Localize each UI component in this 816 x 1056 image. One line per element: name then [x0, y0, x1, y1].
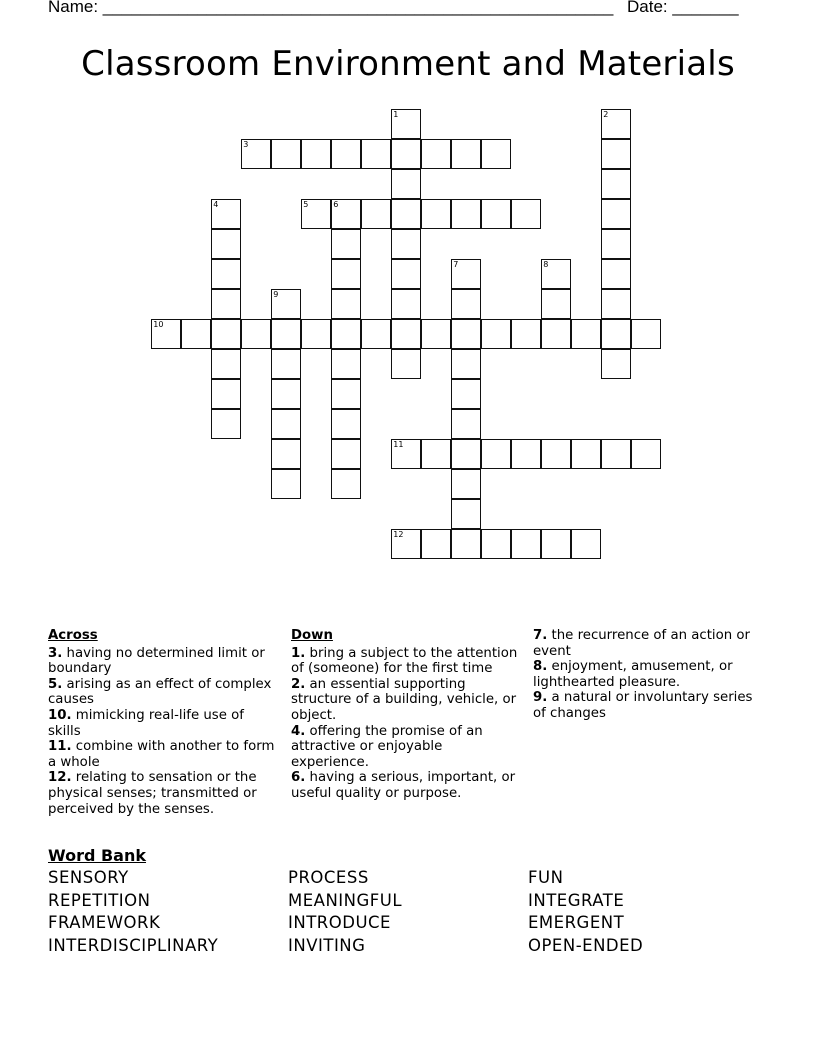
clue-number: 8.	[533, 659, 548, 675]
clue-item	[291, 677, 523, 724]
clue-item	[48, 739, 280, 770]
grid-cell[interactable]	[391, 229, 421, 259]
grid-cell[interactable]	[361, 199, 391, 229]
clue-number: 10.	[48, 707, 72, 723]
clue-number: 4.	[291, 723, 306, 739]
grid-cell[interactable]	[331, 439, 361, 469]
grid-cell[interactable]	[331, 259, 361, 289]
name-label: Name:	[48, 0, 103, 16]
grid-cell[interactable]	[211, 409, 241, 439]
grid-cell[interactable]	[421, 199, 451, 229]
grid-cell[interactable]	[601, 259, 631, 289]
grid-cell[interactable]	[421, 439, 451, 469]
grid-cell[interactable]	[331, 139, 361, 169]
clue-item	[533, 628, 765, 659]
grid-cell[interactable]	[481, 199, 511, 229]
grid-cell[interactable]	[571, 439, 601, 469]
grid-cell[interactable]	[331, 349, 361, 379]
clue-text: an essential supporting structure of a building, vehicle, or object.	[291, 676, 517, 723]
grid-cell[interactable]	[451, 139, 481, 169]
grid-cell[interactable]	[391, 259, 421, 289]
down-heading: Down	[291, 628, 333, 643]
grid-cell[interactable]	[601, 439, 631, 469]
word-bank-item: FRAMEWORK	[48, 913, 161, 932]
grid-cell[interactable]	[571, 319, 601, 349]
grid-cell[interactable]	[541, 529, 571, 559]
grid-cell[interactable]	[271, 409, 301, 439]
clue-text: a natural or involuntary series of changes	[533, 690, 753, 721]
grid-cell[interactable]	[481, 139, 511, 169]
clue-number: 6.	[291, 770, 306, 786]
grid-cell[interactable]	[451, 259, 481, 289]
grid-cell[interactable]	[391, 439, 421, 469]
grid-cell[interactable]	[361, 319, 391, 349]
grid-cell[interactable]	[541, 259, 571, 289]
grid-cell[interactable]	[421, 529, 451, 559]
grid-cell[interactable]	[511, 319, 541, 349]
across-clues	[48, 628, 280, 817]
word-bank-item: PROCESS	[288, 868, 369, 887]
clue-number: 5.	[48, 676, 63, 692]
grid-cell[interactable]	[391, 349, 421, 379]
clue-number: 6	[333, 200, 339, 210]
grid-cell[interactable]	[271, 139, 301, 169]
clue-text: mimicking real-life use of skills	[48, 707, 244, 739]
clue-number: 2.	[291, 676, 306, 692]
grid-cell[interactable]	[271, 379, 301, 409]
grid-cell[interactable]	[451, 379, 481, 409]
grid-cell[interactable]	[331, 409, 361, 439]
word-bank-item: SENSORY	[48, 868, 129, 887]
grid-cell[interactable]	[481, 529, 511, 559]
grid-cell[interactable]	[241, 139, 271, 169]
grid-cell[interactable]	[241, 319, 271, 349]
word-bank-item: EMERGENT	[528, 913, 625, 932]
word-bank	[48, 846, 768, 956]
grid-cell[interactable]	[361, 139, 391, 169]
clue-text: relating to sensation or the physical senses; transmitted or perceived by the senses.	[48, 770, 257, 817]
date-blank[interactable]: _______	[672, 0, 739, 16]
clue-text: arising as an effect of complex causes	[48, 676, 272, 708]
grid-cell[interactable]	[211, 379, 241, 409]
grid-cell[interactable]	[271, 349, 301, 379]
clue-number: 12.	[48, 770, 72, 786]
clue-item	[291, 770, 523, 801]
grid-cell[interactable]	[601, 199, 631, 229]
clue-number: 9	[273, 290, 279, 300]
grid-cell[interactable]	[451, 529, 481, 559]
word-bank-item: OPEN-ENDED	[528, 935, 644, 955]
page-title: Classroom Environment and Materials	[81, 44, 735, 84]
grid-cell[interactable]	[391, 289, 421, 319]
grid-cell[interactable]	[541, 439, 571, 469]
word-bank-item: INVITING	[288, 935, 366, 955]
grid-cell[interactable]	[301, 139, 331, 169]
clue-number: 3.	[48, 645, 63, 661]
clue-number: 7.	[533, 628, 548, 643]
word-bank-item: MEANINGFUL	[288, 890, 403, 910]
grid-cell[interactable]	[271, 439, 301, 469]
grid-cell[interactable]	[601, 289, 631, 319]
grid-cell[interactable]	[601, 349, 631, 379]
word-bank-item: INTEGRATE	[528, 890, 625, 910]
grid-cell[interactable]	[421, 139, 451, 169]
grid-cell[interactable]	[511, 529, 541, 559]
grid-cell[interactable]	[211, 319, 241, 349]
grid-cell[interactable]	[391, 199, 421, 229]
clue-text: offering the promise of an attractive or enjoyable experience.	[291, 723, 483, 770]
grid-cell[interactable]	[481, 319, 511, 349]
clue-text: the recurrence of an action or event	[533, 628, 751, 659]
grid-cell[interactable]	[511, 199, 541, 229]
clue-number: 3	[243, 140, 249, 150]
clue-number: 10	[153, 320, 164, 330]
grid-cell[interactable]	[211, 289, 241, 319]
word-bank-item: REPETITION	[48, 890, 151, 910]
grid-cell[interactable]	[481, 439, 511, 469]
clue-item	[48, 770, 280, 817]
grid-cell[interactable]	[451, 469, 481, 499]
grid-cell[interactable]	[601, 139, 631, 169]
across-heading: Across	[48, 628, 98, 643]
grid-cell[interactable]	[451, 499, 481, 529]
word-bank-item: INTRODUCE	[288, 913, 391, 932]
clue-number: 11.	[48, 739, 72, 755]
grid-cell[interactable]	[151, 319, 181, 349]
grid-cell[interactable]	[271, 289, 301, 319]
grid-cell[interactable]	[391, 529, 421, 559]
word-bank-item: INTERDISCIPLINARY	[48, 935, 219, 955]
grid-cell[interactable]	[301, 199, 331, 229]
clue-text: enjoyment, amusement, or lighthearted pleasure.	[533, 659, 733, 690]
grid-cell[interactable]	[451, 199, 481, 229]
word-bank-item: FUN	[528, 868, 564, 887]
grid-cell[interactable]	[391, 319, 421, 349]
clue-item	[291, 646, 523, 677]
grid-cell[interactable]	[211, 349, 241, 379]
grid-cell[interactable]	[211, 199, 241, 229]
grid-cell[interactable]	[451, 409, 481, 439]
grid-cell[interactable]	[601, 229, 631, 259]
grid-cell[interactable]	[451, 349, 481, 379]
grid-cell[interactable]	[601, 319, 631, 349]
grid-cell[interactable]	[271, 469, 301, 499]
clue-number: 9.	[533, 690, 548, 706]
grid-cell[interactable]	[601, 109, 631, 139]
clue-item	[291, 724, 523, 771]
grid-cell[interactable]	[331, 319, 361, 349]
clue-item	[48, 646, 280, 677]
down-clues-continued	[533, 628, 765, 722]
grid-cell[interactable]	[571, 529, 601, 559]
clue-text: bring a subject to the attention of (someone) for the first time	[291, 645, 518, 677]
name-blank[interactable]: ______________________________________________________	[102, 0, 614, 16]
grid-cell[interactable]	[211, 229, 241, 259]
grid-cell[interactable]	[511, 439, 541, 469]
grid-cell[interactable]	[541, 289, 571, 319]
grid-cell[interactable]	[601, 169, 631, 199]
grid-cell[interactable]	[421, 319, 451, 349]
grid-cell[interactable]	[391, 139, 421, 169]
grid-cell[interactable]	[331, 289, 361, 319]
grid-cell[interactable]	[331, 379, 361, 409]
clue-text: having a serious, important, or useful quality or purpose.	[291, 770, 516, 801]
clue-number: 5	[303, 200, 309, 210]
down-clues	[291, 628, 523, 802]
date-label: Date:	[627, 0, 673, 16]
grid-cell[interactable]	[541, 319, 571, 349]
grid-cell[interactable]	[391, 109, 421, 139]
grid-cell[interactable]	[331, 469, 361, 499]
grid-cell[interactable]	[211, 259, 241, 289]
grid-cell[interactable]	[451, 289, 481, 319]
clue-item	[533, 690, 765, 721]
grid-cell[interactable]	[331, 229, 361, 259]
grid-cell[interactable]	[631, 319, 661, 349]
grid-cell[interactable]	[301, 319, 331, 349]
clue-number: 1	[393, 110, 399, 120]
clue-number: 8	[543, 260, 549, 270]
clue-text: combine with another to form a whole	[48, 739, 275, 770]
grid-cell[interactable]	[181, 319, 211, 349]
clue-number: 12	[393, 530, 404, 540]
clue-text: having no determined limit or boundary	[48, 645, 265, 677]
grid-cell[interactable]	[391, 169, 421, 199]
clue-number: 7	[453, 260, 459, 270]
clue-number: 2	[603, 110, 609, 120]
clue-number: 4	[213, 200, 219, 210]
clue-item	[48, 677, 280, 708]
grid-cell[interactable]	[271, 319, 301, 349]
grid-cell[interactable]	[451, 439, 481, 469]
clue-item	[533, 659, 765, 690]
grid-cell[interactable]	[451, 319, 481, 349]
word-bank-heading: Word Bank	[48, 846, 147, 865]
grid-cell[interactable]	[631, 439, 661, 469]
clue-number: 11	[393, 440, 404, 450]
clue-item	[48, 708, 280, 739]
grid-cell[interactable]	[331, 199, 361, 229]
clue-number: 1.	[291, 645, 306, 661]
